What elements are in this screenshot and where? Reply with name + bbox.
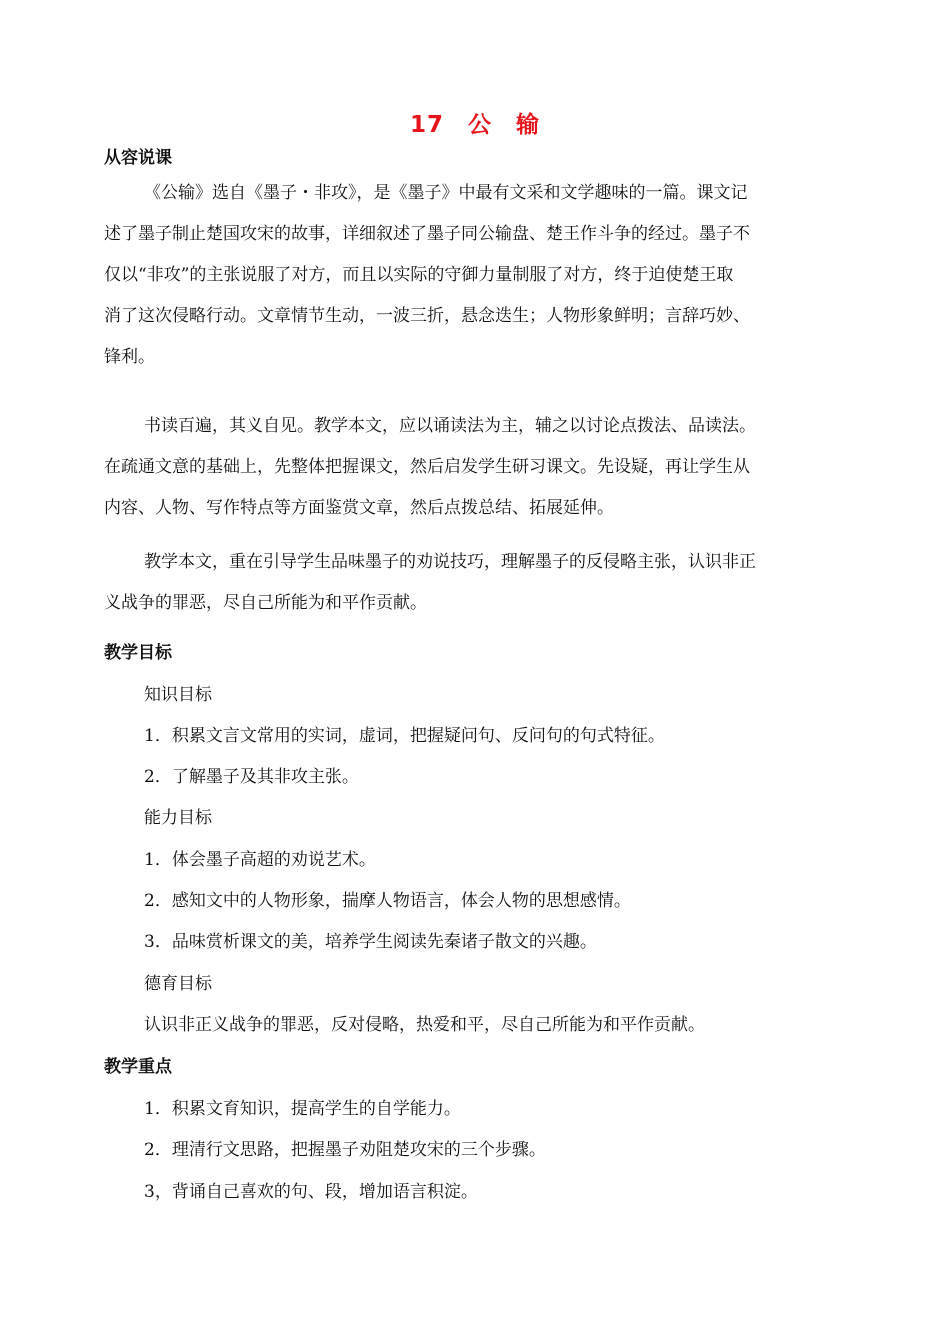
section-heading-goals: 教学目标 — [104, 643, 172, 663]
knowledge-goal-item: 1．积累文言文常用的实词，虚词，把握疑问句、反问句的句式特征。 — [144, 726, 665, 746]
keypoint-item: 2．理清行文思路，把握墨子劝阻楚攻宋的三个步骤。 — [144, 1140, 546, 1160]
lesson-title: 17 公 输 — [409, 112, 540, 138]
paragraph-line: 内容、人物、写作特点等方面鉴赏文章，然后点拨总结、拓展延伸。 — [104, 498, 614, 518]
intro-paragraph-1 — [104, 173, 846, 378]
paragraph-line: 书读百遍，其义自见。教学本文，应以诵读法为主，辅之以讨论点拨法、品读法。 — [144, 416, 756, 436]
section-heading-keypoints: 教学重点 — [104, 1057, 172, 1077]
ability-goal-item: 2．感知文中的人物形象，揣摩人物语言，体会人物的思想感情。 — [144, 891, 631, 911]
ability-goal-item: 1．体会墨子高超的劝说艺术。 — [144, 850, 376, 870]
paragraph-line: 在疏通文意的基础上，先整体把握课文，然后启发学生研习课文。先设疑，再让学生从 — [104, 457, 750, 477]
paragraph-line: 仅以“非攻”的主张说服了对方，而且以实际的守御力量制服了对方，终于迫使楚王取 — [104, 265, 734, 285]
paragraph-line: 消了这次侵略行动。文章情节生动，一波三折，悬念迭生；人物形象鲜明；言辞巧妙、 — [104, 306, 750, 326]
paragraph-line: 锋利。 — [104, 347, 155, 367]
ability-goal-label: 能力目标 — [144, 808, 212, 828]
paragraph-line: 述了墨子制止楚国攻宋的故事，详细叙述了墨子同公输盘、楚王作斗争的经过。墨子不 — [104, 224, 750, 244]
intro-paragraph-2 — [104, 406, 846, 529]
paragraph-line: 教学本文，重在引导学生品味墨子的劝说技巧，理解墨子的反侵略主张，认识非正 — [144, 552, 756, 572]
moral-goal-label: 德育目标 — [144, 974, 212, 994]
moral-goal-text: 认识非正义战争的罪恶，反对侵略，热爱和平，尽自己所能为和平作贡献。 — [144, 1015, 705, 1035]
ability-goal-item: 3．品味赏析课文的美，培养学生阅读先秦诸子散文的兴趣。 — [144, 932, 597, 952]
keypoint-item: 1．积累文育知识，提高学生的自学能力。 — [144, 1099, 461, 1119]
knowledge-goal-item: 2．了解墨子及其非攻主张。 — [144, 767, 359, 787]
paragraph-line: 义战争的罪恶，尽自己所能为和平作贡献。 — [104, 593, 427, 613]
paragraph-line: 《公输》选自《墨子・非攻》，是《墨子》中最有文采和文学趣味的一篇。课文记 — [144, 183, 748, 203]
intro-paragraph-3 — [104, 542, 846, 624]
keypoint-item: 3，背诵自己喜欢的句、段，增加语言积淀。 — [144, 1182, 478, 1202]
section-heading-intro: 从容说课 — [104, 148, 172, 168]
knowledge-goal-label: 知识目标 — [144, 685, 212, 705]
